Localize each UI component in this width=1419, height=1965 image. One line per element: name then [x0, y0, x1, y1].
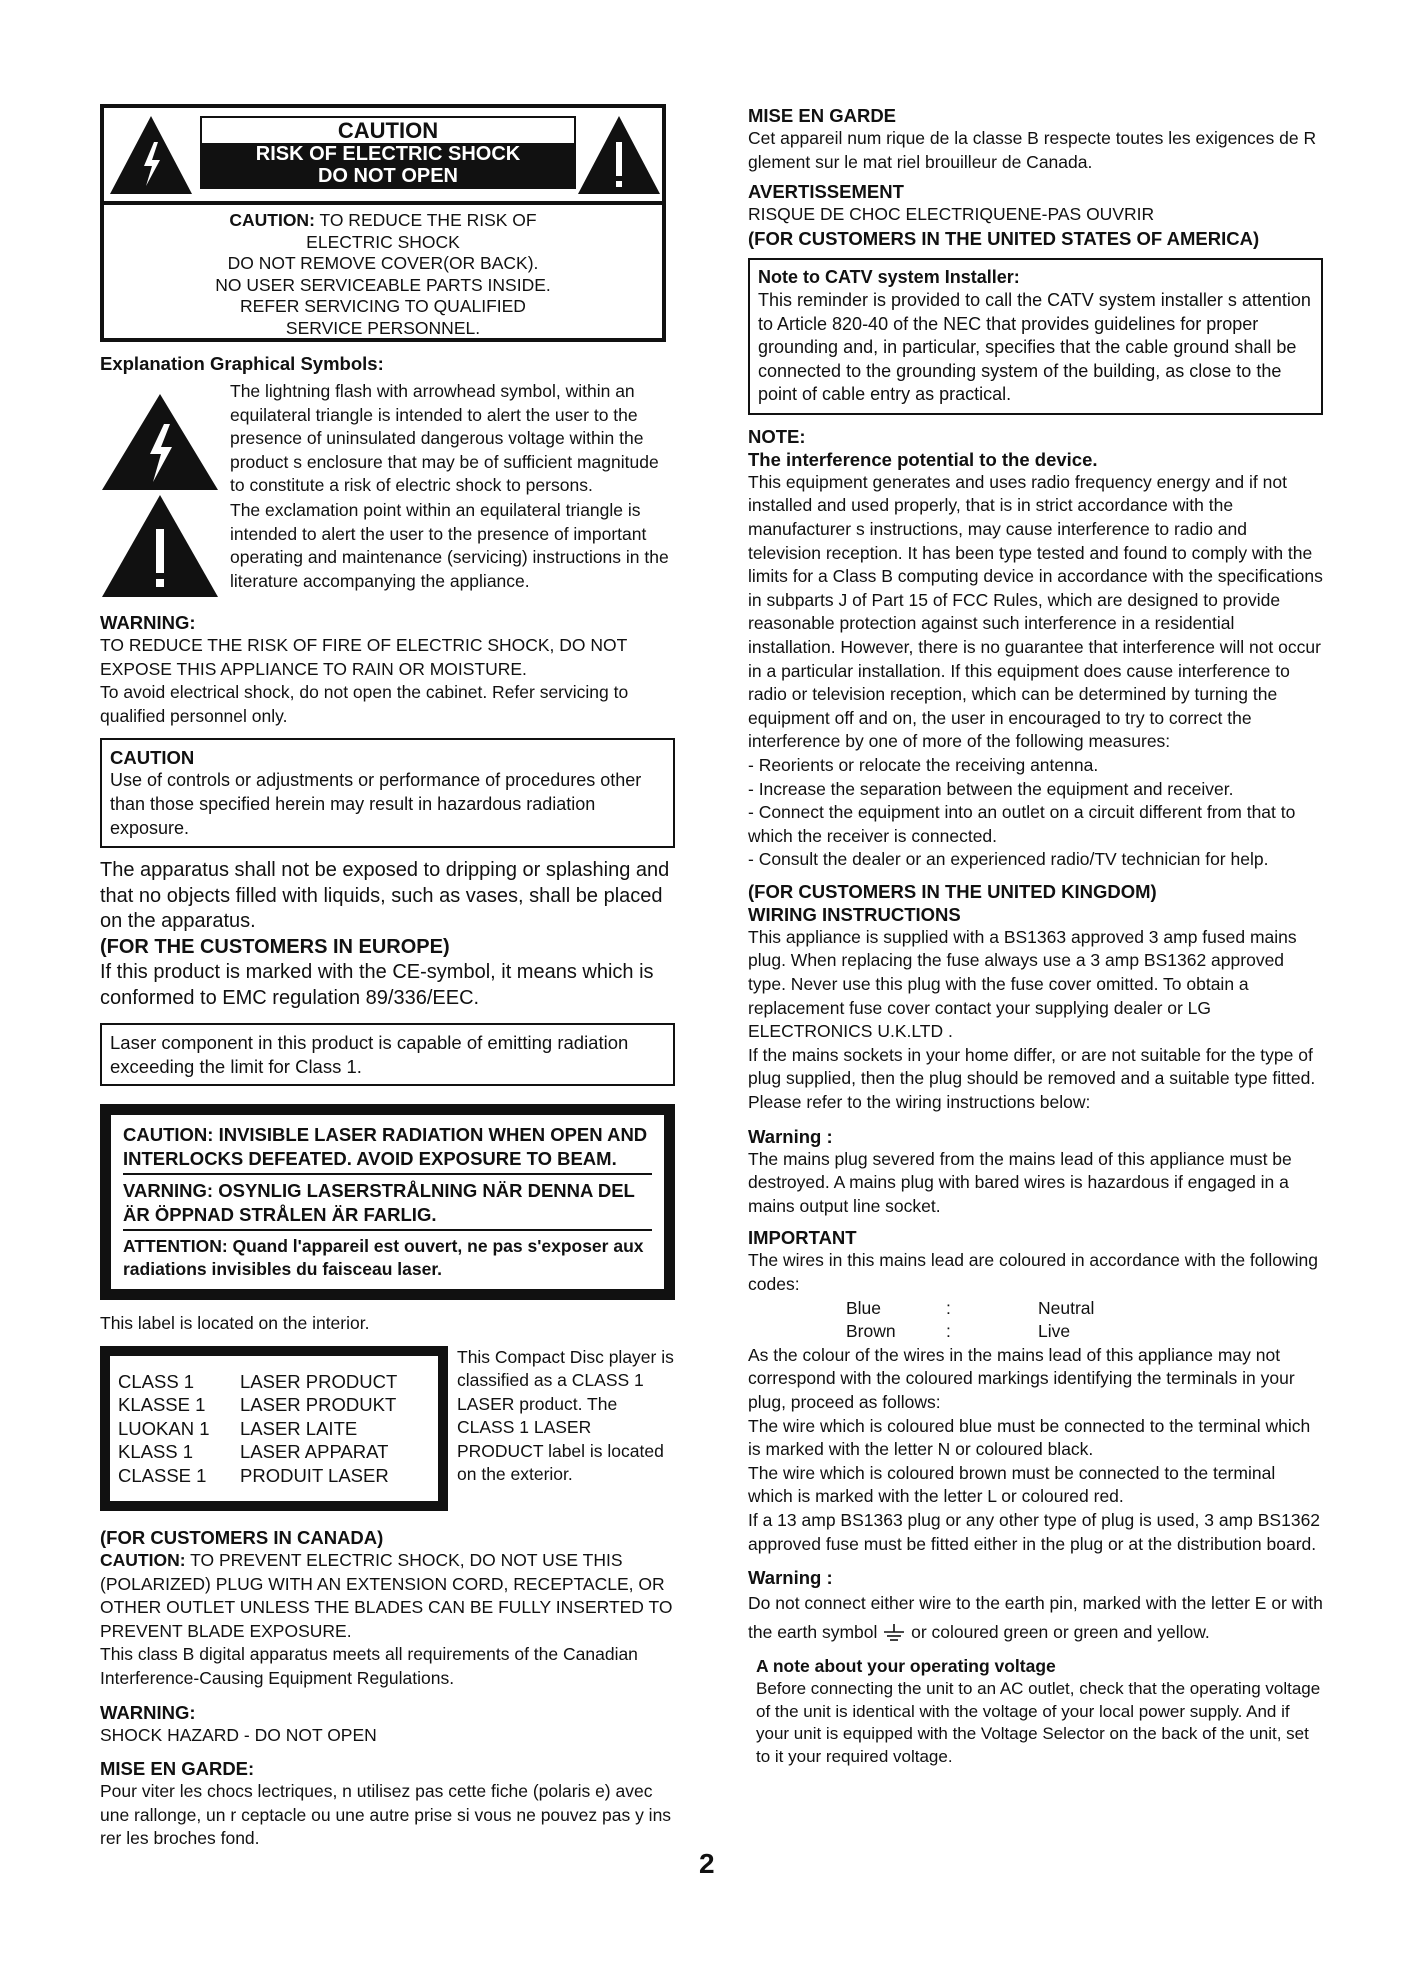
measure-item: - Increase the separation between the equipment and receiver.	[748, 778, 1234, 799]
class-row-desc: LASER PRODUCT	[240, 1370, 398, 1392]
lightning-symbol-row	[100, 380, 675, 496]
important-text-5: If a 13 amp BS1363 plug or any other type of plug is used, 3 amp BS1362 approved fuse must be fitted either in the plug or at the distribution board.	[748, 1509, 1321, 1554]
class-row-code: KLASS 1	[118, 1441, 194, 1463]
earth-warning-heading: Warning :	[748, 1567, 833, 1589]
caution-subtitle-line1: RISK OF ELECTRIC SHOCK	[255, 143, 521, 165]
code-color: Blue	[846, 1297, 882, 1318]
exclamation-triangle-icon	[576, 114, 662, 196]
europe-text: If this product is marked with the CE-symbol, it means which is conformed to EMC regulation 89/336/EEC.	[100, 961, 654, 1009]
laser-warning-en: CAUTION: INVISIBLE LASER RADIATION WHEN OPEN AND INTERLOCKS DEFEATED. AVOID EXPOSURE TO BEAM.	[123, 1123, 652, 1175]
earth-warning-text-b: or coloured green or green and yellow.	[906, 1622, 1210, 1643]
lightning-text: The lightning flash with arrowhead symbol, within an equilateral triangle is intended to alert the user to the presence of uninsulated dangerous voltage within the product s enclosure that may be of sufficient magnitude to constitute a risk of electric shock to persons.	[230, 381, 659, 496]
note-heading: NOTE:	[748, 425, 806, 447]
class-row-code: CLASSE 1	[118, 1464, 207, 1486]
europe-heading: (FOR THE CUSTOMERS IN EUROPE)	[100, 935, 450, 958]
caution-text-rest: TO REDUCE THE RISK OF	[314, 210, 537, 230]
measure-item: - Connect the equipment into an outlet on a circuit different from that to which the receiver is connected.	[748, 802, 1296, 846]
canada-mise-text: Pour viter les chocs lectriques, n utilisez pas cette fiche (polaris e) avec une rallonge, un r ceptacle ou une autre prise si vous ne pouvez pas y ins rer les broches fond.	[100, 1781, 672, 1849]
code-row	[748, 1297, 1323, 1321]
important-text: The wires in this mains lead are coloured in accordance with the following codes:	[748, 1250, 1319, 1294]
canada-caution-text: TO PREVENT ELECTRIC SHOCK, DO NOT USE THIS (POLARIZED) PLUG WITH AN EXTENSION CORD, RECEPTACLE, OR OTHER OUTLET UNLESS THE BLADES CAN BE FULLY INSERTED TO PREVENT BLADE EXPOSURE.	[100, 1549, 673, 1641]
mise-text: Cet appareil num rique de la classe B respecte toutes les exigences de R glement sur le mat riel brouilleur de Canada.	[748, 128, 1317, 172]
symbols-heading: Explanation Graphical Symbols:	[100, 353, 384, 374]
laser-component-text: Laser component in this product is capable of emitting radiation exceeding the limit for Class 1.	[110, 1032, 629, 1077]
caution-title-block	[200, 116, 576, 189]
measure-item: - Reorients or relocate the receiving antenna.	[748, 754, 1099, 775]
laser-component-box	[100, 1023, 675, 1086]
exclamation-symbol-row	[100, 499, 675, 597]
caution-title: CAUTION	[202, 118, 574, 143]
wiring-text-2: If the mains sockets in your home differ, or are not suitable for the type of plug supplied, then the plug should be removed and a suitable type fitted. Please refer to the wiring instructions below:	[748, 1044, 1316, 1113]
caution-line: REFER SERVICING TO QUALIFIED	[240, 296, 526, 316]
uk-heading: (FOR CUSTOMERS IN THE UNITED KINGDOM)	[748, 880, 1157, 902]
caution-divider	[104, 201, 662, 205]
code-row	[748, 1320, 1323, 1344]
important-text-4: The wire which is coloured brown must be connected to the terminal which is marked with the letter L or coloured red.	[748, 1462, 1276, 1507]
class-laser-label	[100, 1346, 448, 1511]
earth-warning-text-a: Do not connect either wire to the earth pin, marked with the letter E or with the earth symbol	[748, 1593, 1323, 1643]
interior-label-text: This label is located on the interior.	[100, 1313, 370, 1334]
voltage-heading: A note about your operating voltage	[756, 1656, 1056, 1677]
code-sep: :	[946, 1321, 951, 1342]
apparatus-text: The apparatus shall not be exposed to dripping or splashing and that no objects filled with liquids, such as vases, shall be placed on the apparatus.	[100, 859, 670, 933]
measure-item: - Consult the dealer or an experienced radio/TV technician for help.	[748, 849, 1269, 870]
usa-heading: (FOR CUSTOMERS IN THE UNITED STATES OF AMERICA)	[748, 227, 1260, 249]
class-row	[118, 1440, 430, 1464]
earth-ground-icon	[882, 1624, 906, 1644]
laser-warning-sv: VARNING: OSYNLIG LASERSTRÅLNING NÄR DENNA DEL ÄR ÖPPNAD STRÅLEN ÄR FARLIG.	[123, 1179, 652, 1231]
page-number: 2	[699, 1848, 715, 1879]
uk-warning-text: The mains plug severed from the mains lead of this appliance must be destroyed. A mains plug with bared wires is hazardous if engaged in a mains output line socket.	[748, 1148, 1292, 1216]
important-text-3: The wire which is coloured blue must be connected to the terminal which is marked with the letter N or coloured black.	[748, 1415, 1311, 1460]
lightning-triangle-icon	[100, 392, 220, 492]
class-row-desc: LASER PRODUKT	[240, 1394, 397, 1416]
mise-heading: MISE EN GARDE	[748, 105, 897, 126]
caution-line: DO NOT REMOVE COVER(OR BACK).	[227, 253, 539, 273]
code-sep: :	[946, 1297, 951, 1318]
class-row-code: CLASS 1	[118, 1370, 195, 1392]
canada-warning-heading: WARNING:	[100, 1701, 196, 1723]
exclamation-text: The exclamation point within an equilateral triangle is intended to alert the user to the presence of important operating and maintenance (servicing) instructions in the literature accompanying the appliance.	[230, 500, 669, 591]
class-row-code: LUOKAN 1	[118, 1417, 210, 1439]
exclamation-triangle-icon	[100, 493, 220, 599]
caution-line: ELECTRIC SHOCK	[306, 231, 460, 252]
class-row-desc: LASER APPARAT	[240, 1441, 389, 1463]
code-meaning: Live	[1038, 1321, 1071, 1342]
right-column	[748, 104, 1323, 1768]
caution-radiation-box	[100, 738, 675, 848]
caution-radiation-heading: CAUTION	[110, 747, 195, 769]
note-subheading: The interference potential to the device.	[748, 448, 1098, 470]
class-row	[118, 1464, 430, 1488]
catv-note-box	[748, 258, 1323, 415]
lightning-triangle-icon	[108, 114, 194, 196]
wiring-heading: WIRING INSTRUCTIONS	[748, 903, 961, 925]
wiring-text: This appliance is supplied with a BS1363 approved 3 amp fused mains plug. When replacing the fuse always use a 3 amp BS1362 approved type. Never use this plug with the fuse cover omitted. To obtain a replacement fuse cover contact your supplying dealer or LG ELECTRONICS U.K.LTD .	[748, 926, 1297, 1042]
caution-line: SERVICE PERSONNEL.	[285, 317, 481, 338]
code-color: Brown	[846, 1321, 896, 1342]
caution-line: NO USER SERVICEABLE PARTS INSIDE.	[215, 274, 551, 295]
class-row	[118, 1370, 430, 1394]
earth-warning-text	[748, 1589, 1323, 1647]
class-row	[118, 1393, 430, 1417]
caution-subtitle-line2: DO NOT OPEN	[317, 165, 458, 187]
caution-subtitle	[202, 143, 574, 187]
warning-text: To avoid electrical shock, do not open the cabinet. Refer servicing to qualified personnel only.	[100, 682, 629, 726]
canada-text: This class B digital apparatus meets all requirements of the Canadian Interference-Causing Equipment Regulations.	[100, 1644, 638, 1688]
class-label-section	[100, 1346, 675, 1516]
uk-warning-heading: Warning :	[748, 1125, 833, 1147]
canada-warning-text: SHOCK HAZARD - DO NOT OPEN	[100, 1724, 377, 1745]
class-row	[118, 1417, 430, 1441]
caution-radiation-text: Use of controls or adjustments or performance of procedures other than those specified herein may result in hazardous radiation exposure.	[110, 770, 642, 838]
code-meaning: Neutral	[1038, 1297, 1095, 1318]
warning-heading: WARNING:	[100, 612, 196, 633]
canada-heading: (FOR CUSTOMERS IN CANADA)	[100, 1526, 384, 1548]
laser-warning-label	[100, 1104, 675, 1300]
caution-warning-box	[100, 104, 666, 342]
class-row-code: KLASSE 1	[118, 1394, 206, 1416]
avert-text: RISQUE DE CHOC ELECTRIQUENE-PAS OUVRIR	[748, 204, 1155, 225]
warning-caps-text: TO REDUCE THE RISK OF FIRE OF ELECTRIC SHOCK, DO NOT EXPOSE THIS APPLIANCE TO RAIN OR MOISTURE.	[100, 635, 628, 679]
left-column	[100, 104, 675, 1851]
class-row-desc: PRODUIT LASER	[240, 1464, 389, 1486]
canada-mise-heading: MISE EN GARDE:	[100, 1758, 255, 1780]
class-side-text: This Compact Disc player is classified as a CLASS 1 LASER product. The CLASS 1 LASER PRODUCT label is located on the exterior.	[457, 1346, 674, 1485]
catv-text: This reminder is provided to call the CATV system installer s attention to Article 820-40 of the NEC that provides guidelines for proper grounding and, in particular, specifies that the cable ground shall be connected to the grounding system of the building, as close to the point of cable entry as practical.	[758, 290, 1311, 405]
voltage-note	[756, 1655, 1323, 1768]
voltage-text: Before connecting the unit to an AC outlet, check that the operating voltage of the unit is identical with the voltage of your local power supply. And if your unit is equipped with the Voltage Selector on the back of the unit, set to it your required voltage.	[756, 1679, 1321, 1766]
avert-heading: AVERTISSEMENT	[748, 181, 904, 203]
caution-text	[104, 210, 662, 339]
class-row-desc: LASER LAITE	[240, 1417, 358, 1439]
note-text: This equipment generates and uses radio frequency energy and if not installed and used properly, that is in strict accordance with the manufacturer s instructions, may cause interference to radio and television reception. It has been type tested and found to comply with the limits for a Class B computing device in accordance with the specifications in subparts J of Part 15 of FCC Rules, which are designed to provide reasonable protection against such interference in a residential installation. However, there is no guarantee that interference will not occur in a particular installation. If this equipment does cause interference to radio or television reception, which can be determined by turning the equipment off and on, the user in encouraged to try to correct the interference by one of more of the following measures:	[748, 471, 1323, 752]
catv-heading: Note to CATV system Installer:	[758, 266, 1020, 287]
laser-warning-fr: ATTENTION: Quand l'appareil est ouvert, ne pas s'exposer aux radiations invisibles du faisceau laser.	[123, 1236, 644, 1280]
important-text-2: As the colour of the wires in the mains lead of this appliance may not correspond with the coloured markings identifying the terminals in your plug, proceed as follows:	[748, 1344, 1295, 1412]
caution-text-bold: CAUTION:	[229, 210, 315, 230]
important-heading: IMPORTANT	[748, 1227, 857, 1249]
canada-caution-bold: CAUTION:	[100, 1549, 186, 1570]
